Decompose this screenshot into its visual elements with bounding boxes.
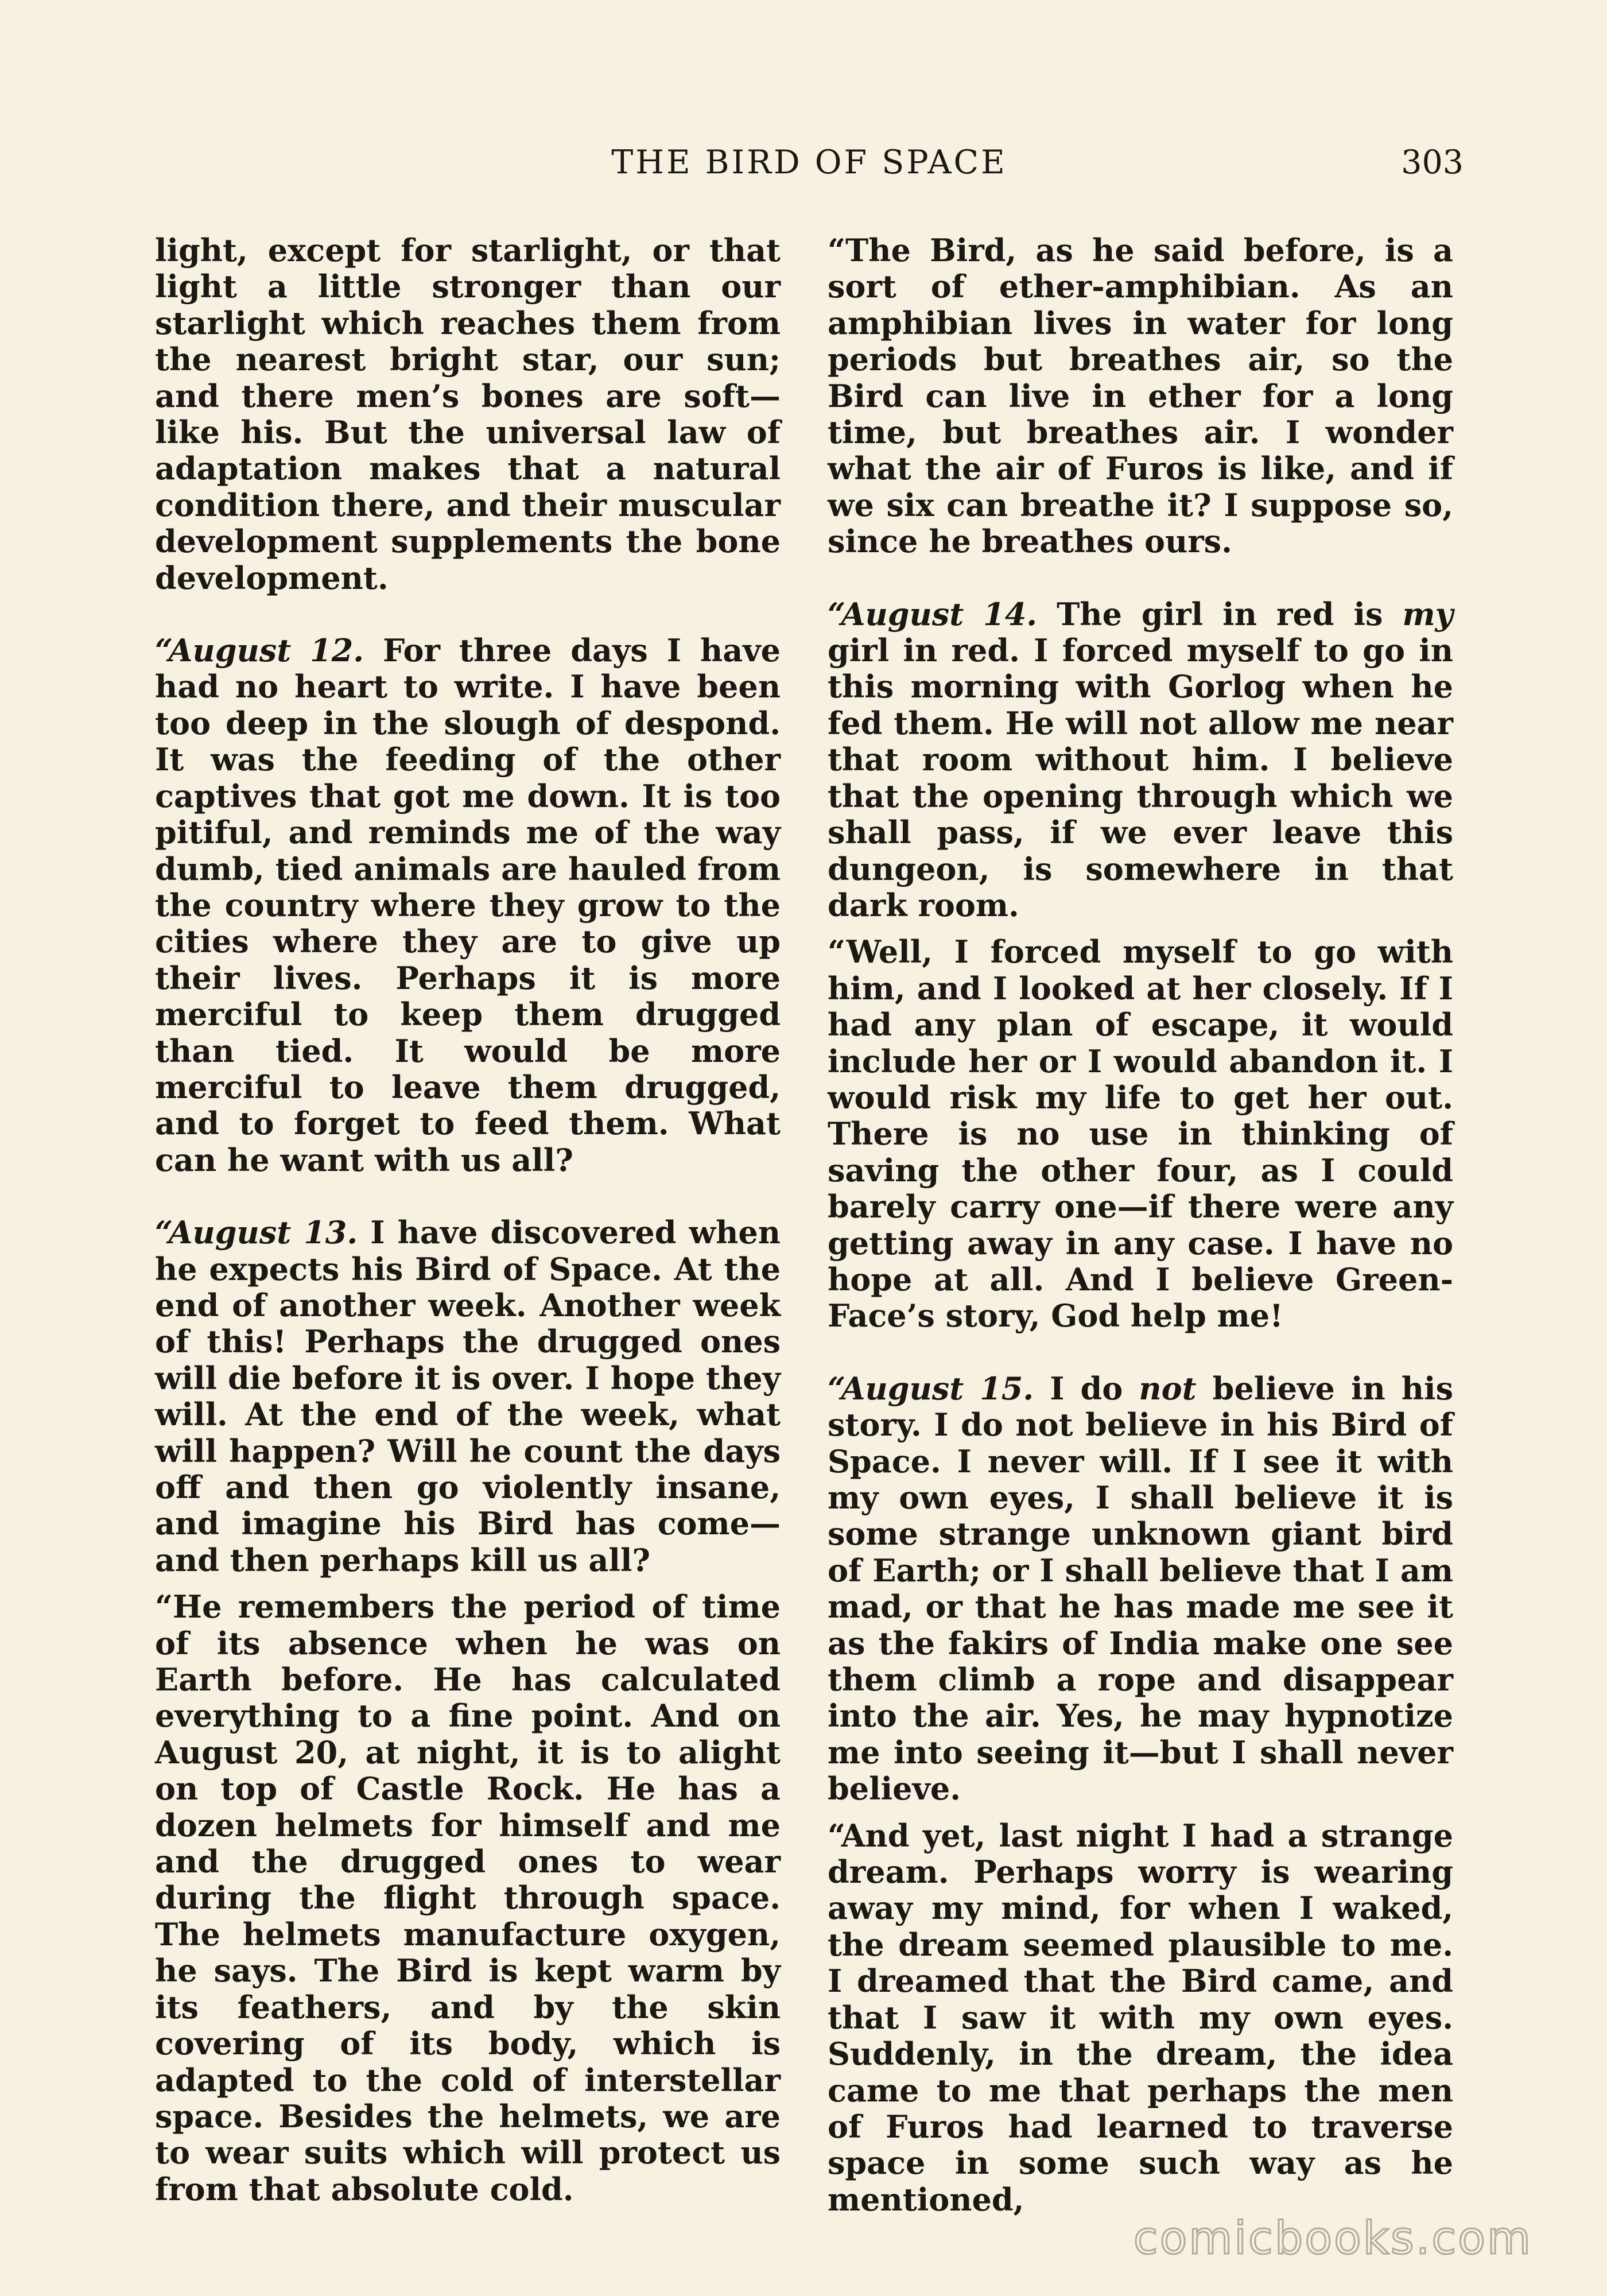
entry-date: “August 15.	[828, 1370, 1034, 1407]
paragraph: “Well, I forced myself to go with him, and I looked at her closely. If I had any plan of escape, it would include her or I would abandon it. I would risk my life to get her out. There is no use in thinking of saving the other four, as I could barely carry one—if there were any getting away in any case. I have no hope at all. And I believe Green-Face’s story, God help me!	[828, 933, 1453, 1335]
paragraph-text: girl in red. I forced myself to go in this morning with Gorlog when he fed them. He will not allow me near that room without him. I believe that the opening through which we shall pass, if we ever leave this dungeon, is somewhere in that dark room.	[828, 632, 1453, 924]
page-header	[155, 144, 1464, 189]
paragraph-text: For three days I have had no heart to write. I have been too deep in the slough of despond. It was the feeding of the other captives that got me down. It is too pitiful, and reminds me of the way dumb, tied animals are hauled from the country where they grow to the cities where they are to give up their lives. Perhaps it is more merciful to keep them drugged than tied. It would be more merciful to leave them drugged, and to forget to feed them. What can he want with us all?	[155, 632, 781, 1178]
paragraph	[155, 1215, 781, 1578]
running-title: THE BIRD OF SPACE	[611, 144, 1007, 181]
paragraph: “He remembers the period of time of its absence when he was on Earth before. He has calculated everything to a fine point. And on August 20, at night, it is to alight on top of Castle Rock. He has a dozen helmets for himself and me and the drugged ones to wear during the flight through space. The helmets manufacture oxygen, he says. The Bird is kept warm by its feathers, and by the skin covering of its body, which is adapted to the cold of interstellar space. Besides the helmets, we are to wear suits which will protect us from that absolute cold.	[155, 1588, 781, 2208]
paragraph-text: I do	[1034, 1370, 1139, 1407]
paragraph: “And yet, last night I had a strange dream. Perhaps worry is wearing away my mind, for when I waked, the dream seemed plausible to me. I dreamed that the Bird came, and that I saw it with my own eyes. Suddenly, in the dream, the idea came to me that perhaps the men of Furos had learned to traverse space in some such way as he mentioned,	[828, 1817, 1453, 2218]
watermark: comicbooks.com	[1133, 2213, 1532, 2264]
paragraph-text: I have discovered when he expects his Bird of Space. At the end of another week. Another week of this! Perhaps the drugged ones will die before it is over. I hope they will. At the end of the week, what will happen? Will he count the days off and then go violently insane, and imagine his Bird has come—and then perhaps kill us all?	[155, 1214, 781, 1578]
page-number: 303	[1401, 144, 1464, 181]
right-column	[828, 232, 1453, 2218]
paragraph: light, except for starlight, or that light a little stronger than our starlight which reaches them from the nearest bright star, our sun; and there men’s bones are soft—like his. But the universal law of adaptation makes that a natural condition there, and their muscular development supplements the bone development.	[155, 232, 781, 596]
entry-date: “August 12.	[155, 632, 364, 669]
entry-date: “August 14.	[828, 595, 1038, 633]
paragraph-text: The girl in red is	[1037, 595, 1403, 633]
paragraph	[828, 596, 1453, 924]
paragraph: “The Bird, as he said before, is a sort of ether-amphibian. As an amphibian lives in water for long periods but breathes air, so the Bird can live in ether for a long time, but breathes air. I wonder what the air of Furos is like, and if we six can breathe it? I suppose so, since he breathes ours.	[828, 232, 1453, 560]
paragraph	[828, 1371, 1453, 1808]
emphasis: my	[1402, 595, 1453, 633]
paragraph-text: believe in his story. I do not believe in his Bird of Space. I never will. If I see it with my own eyes, I shall believe it is some strange unknown giant bird of Earth; or I shall believe that I am mad, or that he has made me see it as the fakirs of India make one see them climb a rope and disappear into the air. Yes, he may hypnotize me into seeing it—but I shall never believe.	[828, 1370, 1453, 1808]
emphasis: not	[1139, 1370, 1197, 1407]
entry-date: “August 13.	[155, 1214, 358, 1251]
paragraph	[155, 633, 781, 1178]
left-column	[155, 232, 781, 2208]
